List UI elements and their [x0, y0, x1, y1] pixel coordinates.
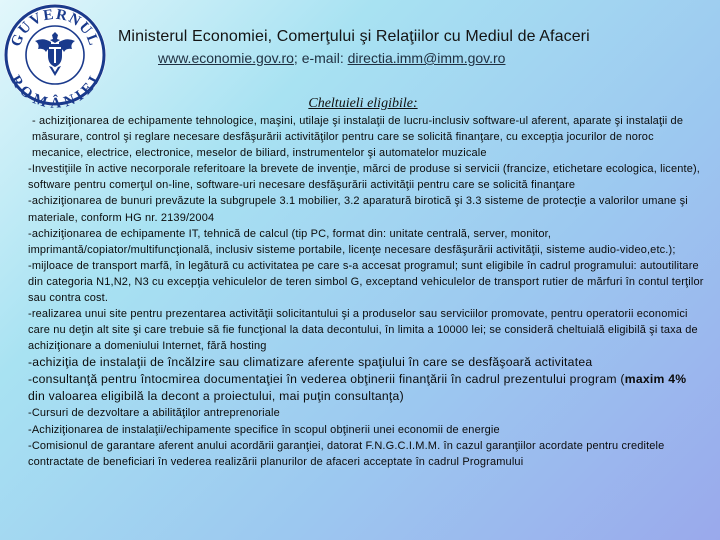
- page-header: [118, 28, 714, 66]
- consulting-text-start: -consultanţă pentru întocmirea documentaţiei în vederea obţinerii finanţării în cadrul prezentului program (: [28, 372, 625, 387]
- list-item-website: -realizarea unui site pentru prezentarea activităţii solicitantului şi a produselor sau serviciilor promovate, pentru operatorii economici care nu deţin alt site şi care trebuie să fie funcţional la data decontului, în limita a 10000 lei; se consideră cheltuială eligibilă şi taxa de achiziţionare a domeniului Internet, fără hosting: [28, 308, 698, 353]
- ministry-title: Ministerul Economiei, Comerţului şi Relaţiilor cu Mediul de Afaceri: [118, 28, 590, 45]
- website-link[interactable]: www.economie.gov.ro: [158, 50, 294, 66]
- list-item-energy: -Achiziţionarea de instalaţii/echipamente specifice în scopul obţinerii unei economii de energie: [28, 423, 500, 436]
- consulting-max-percent: maxim 4%: [624, 372, 687, 387]
- list-item-courses: -Cursuri de dezvoltare a abilităţilor antreprenoriale: [28, 407, 280, 420]
- seal-bottom-text: ROMÂNIEI: [6, 72, 104, 108]
- contact-line: [118, 50, 714, 66]
- eligible-costs-list: [28, 113, 704, 470]
- contact-separator: ; e-mail:: [293, 50, 348, 66]
- email-link[interactable]: directia.imm@imm.gov.ro: [347, 50, 506, 66]
- list-item-consulting: [28, 371, 704, 405]
- seal-top-text: GUVERNUL: [8, 6, 102, 49]
- list-item-heating: -achiziţia de instalaţii de încălzire sau climatizare aferente spaţiului în care se desfăşoară activitatea: [28, 355, 593, 370]
- section-heading: Cheltuieli eligibile:: [308, 96, 418, 111]
- list-item-guarantee-fee: -Comisionul de garantare aferent anului acordării garanţiei, datorat F.N.G.C.I.M.M. în cazul garanţiilor acordate pentru creditele contractate de beneficiari în vederea realizării planurilor de afaceri acceptate în cadrul Programului: [28, 439, 665, 468]
- list-item-transport: -mijloace de transport marfă, în legătură cu activitatea pe care s-a accesat programul; sunt eligibile în cadrul programului: autoutilitare din categoria N1,N2, N3 cu excepţia vehiculelor de teren simbol G, exceptand vehiculelor de transport rutier de mărfuri în contul terţilor sau contra cost.: [28, 259, 704, 305]
- consulting-text-end: din valoarea eligibilă la decont a proiectului, mai puţin consultanţa): [28, 389, 404, 404]
- list-item-intangible-assets: -Investiţiile în active necorporale referitoare la brevete de invenţie, mărci de produse si servicii (francize, etichetare ecologica, licente), software pentru comerţul on-line, software-uri necesare desfăşurării activităţii pentru care se solicită finanţare: [28, 163, 700, 192]
- government-seal-logo: [2, 2, 108, 108]
- list-item-it-equipment: -achiziţionarea de echipamente IT, tehnică de calcul (tip PC, format din: unitate centrală, server, monitor, imprimantă/copiator/multifuncţională, inclusiv sisteme portabile, licenţe necesare desfăşurării activităţii, sisteme audio-video,etc.);: [28, 227, 676, 256]
- list-item-equipment: - achiziţionarea de echipamente tehnologice, maşini, utilaje şi instalaţii de lucru-inclusiv software-ul aferent, aparate şi instalaţii de măsurare, control şi reglare necesare desfăşurării activităţilor pentru care se solicită finanţare, cu excepţia jocurilor de noroc mecanice, electrice, electronice, meselor de biliard, instrumentelor şi automatelor muzicale: [32, 115, 684, 160]
- list-item-goods-subgroups: -achiziţionarea de bunuri prevăzute la subgrupele 3.1 mobilier, 3.2 aparatură birotică şi 3.3 sisteme de protecţie a valorilor umane şi materiale, conform HG nr. 2139/2004: [28, 195, 688, 224]
